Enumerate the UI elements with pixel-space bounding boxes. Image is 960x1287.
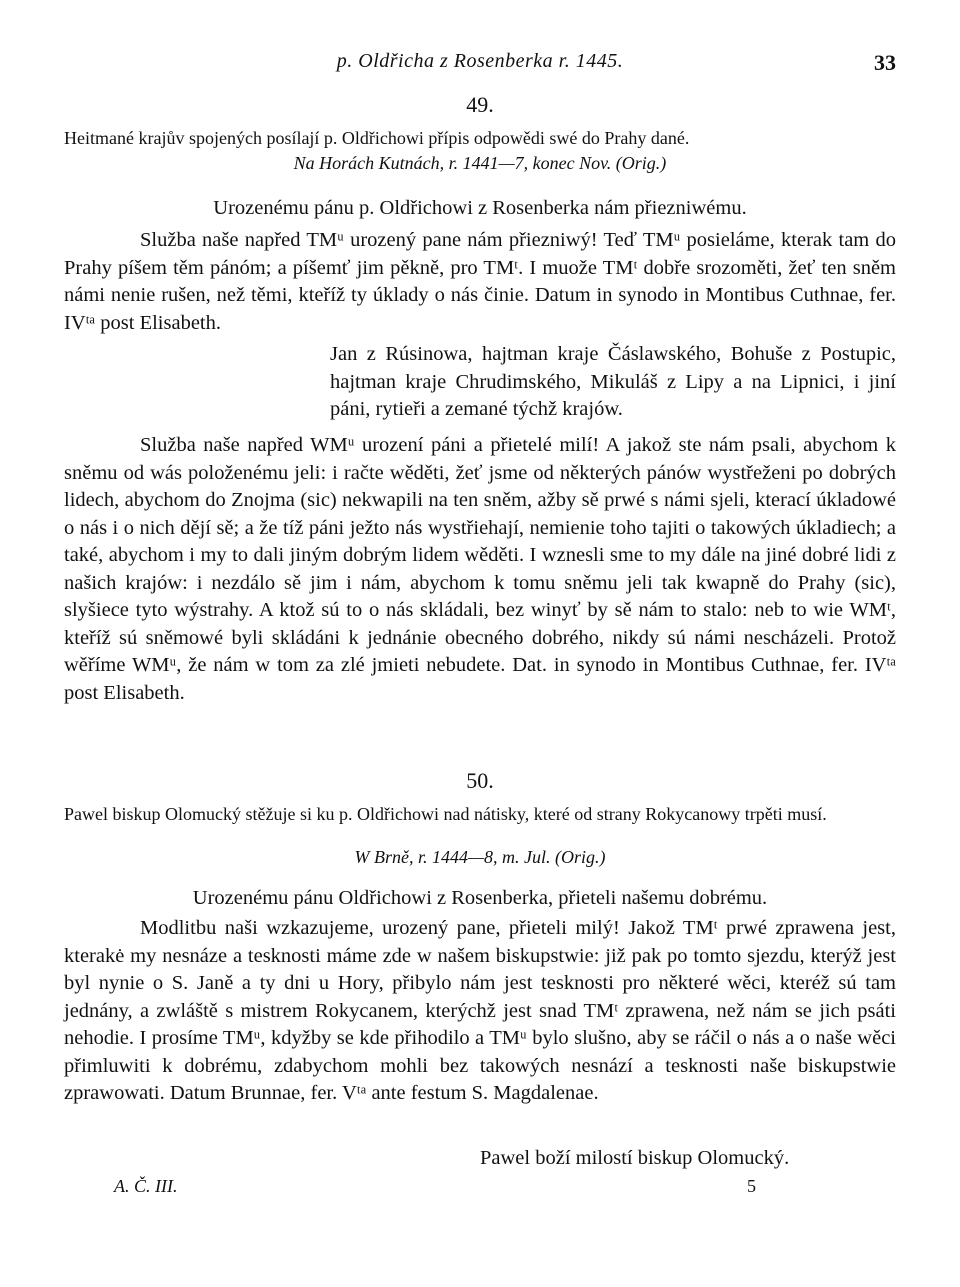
letter-paragraph-50-1: Modlitbu naši wzkazujeme, urozený pane, přieteli milý! Jakož TMᵗ prwé zprawena jest, kterakė my nesnáze a tesknosti máme zde w našem biskupstwie: již pak po tomto sjezdu, kterýž jest byl nynie o S. Janě a ty dni u Hory, přibylo nám jest tesknosti pro některé wěci, kteréž sú tam jednány, a zwláště s mistrem Rokycanem, kterýchž jest snad TMᵗ zprawena, než nám se jich psáti nehodie. I prosíme TMᵘ, kdyžby se kde přihodilo a TMᵘ bylo slušno, aby se ráčil o nás a o naše wěci přimluwiti k dobrému, zdabychom mohli bez takowých nesnází a tesknosti naše biskupstwie zprawowati. Datum Brunnae, fer. Vᵗᵃ ante festum S. Magdalenae. (64, 917, 896, 1104)
document-dateline-49: Na Horách Kutnách, r. 1441—7, konec Nov. (Orig.) (293, 153, 667, 173)
running-header (64, 50, 896, 80)
signature-mark: A. Č. III. (114, 1176, 178, 1196)
letter-signatories-49: Jan z Rúsinowa, hajtman kraje Čáslawského, Bohuše z Postupic, hajtman kraje Chrudimského, Mikuláš z Lipy a na Lipnici, i jiní páni, rytieři a zemané týchž krajów. (330, 343, 896, 420)
document-summary-49: Heitmané krajův spojených posílají p. Oldřichowi přípis odpowědi swé do Prahy dané. (64, 128, 690, 148)
letter-address-50: Urozenému pánu Oldřichowi z Rosenberka, přieteli našemu dobrému. (192, 887, 768, 909)
document-page (64, 0, 896, 1287)
page-number: 33 (874, 50, 896, 75)
running-title: p. Oldřicha z Rosenberka r. 1445. (336, 50, 624, 72)
sheet-number: 5 (747, 1176, 756, 1196)
letter-address-49: Urozenému pánu p. Oldřichowi z Rosenberka nám přiezniwému. (213, 197, 747, 219)
page-footer (64, 1176, 896, 1204)
letter-signature-50: Pawel boží milostí biskup Olomucký. (480, 1147, 790, 1169)
document-summary-50: Pawel biskup Olomucký stěžuje si ku p. Oldřichowi nad nátisky, které od strany Rokycanowy trpěti musí. (64, 804, 827, 824)
letter-paragraph-49-1: Služba naše napřed TMᵘ urozený pane nám přiezniwý! Teď TMᵘ posieláme, kterak tam do Prahy píšem těm pánóm; a píšemť jim pěkně, pro TMᵗ. I muože TMᵗ dobře srozoměti, žeť ten sněm námi nenie rušen, než těmi, kteříž ty úklady o nás činie. Datum in synodo in Montibus Cuthnae, fer. IVᵗᵃ post Elisabeth. (64, 229, 896, 334)
letter-paragraph-49-2: Služba naše napřed WMᵘ urození páni a přietelé milí! A jakož ste nám psali, abychom k sněmu od wás položenému jeli: i račte wěděti, žeť jsme od některých pánów wystřeženi po dobrých lidech, abychom do Znojma (sic) nekwapili na ten sněm, ažby sě prwé s námi sjeli, kterací úkladowé o nás i o nich dějí sě; a že tíž páni ježto nás wystřiehají, nemienie toho tajiti o takowých úkladiech; a také, abychom i my to dali jiným dobrým lidem wěděti. I wznesli sme to my dále na jiné dobré lidi z našich krajów: i nezdálo sě jim i nám, abychom k tomu sněmu jeli tak kwapně do Prahy (sic), slyšiece tyto wýstrahy. A ktož sú to o nás skládali, bez winyť by sě nám to stalo: neb to wie WMᵗ, kteříž sú sněmowé byli skládáni k jednánie obecného dobrého, nikdy sú námi nescházeli. Protož wěříme WMᵘ, že nám w tom za zlé jmieti nebudete. Dat. in synodo in Montibus Cuthnae, fer. IVᵗᵃ post Elisabeth. (64, 434, 896, 704)
document-dateline-50: W Brně, r. 1444—8, m. Jul. (Orig.) (354, 847, 606, 867)
document-number-50: 50. (466, 768, 494, 793)
document-number-49: 49. (466, 92, 494, 117)
